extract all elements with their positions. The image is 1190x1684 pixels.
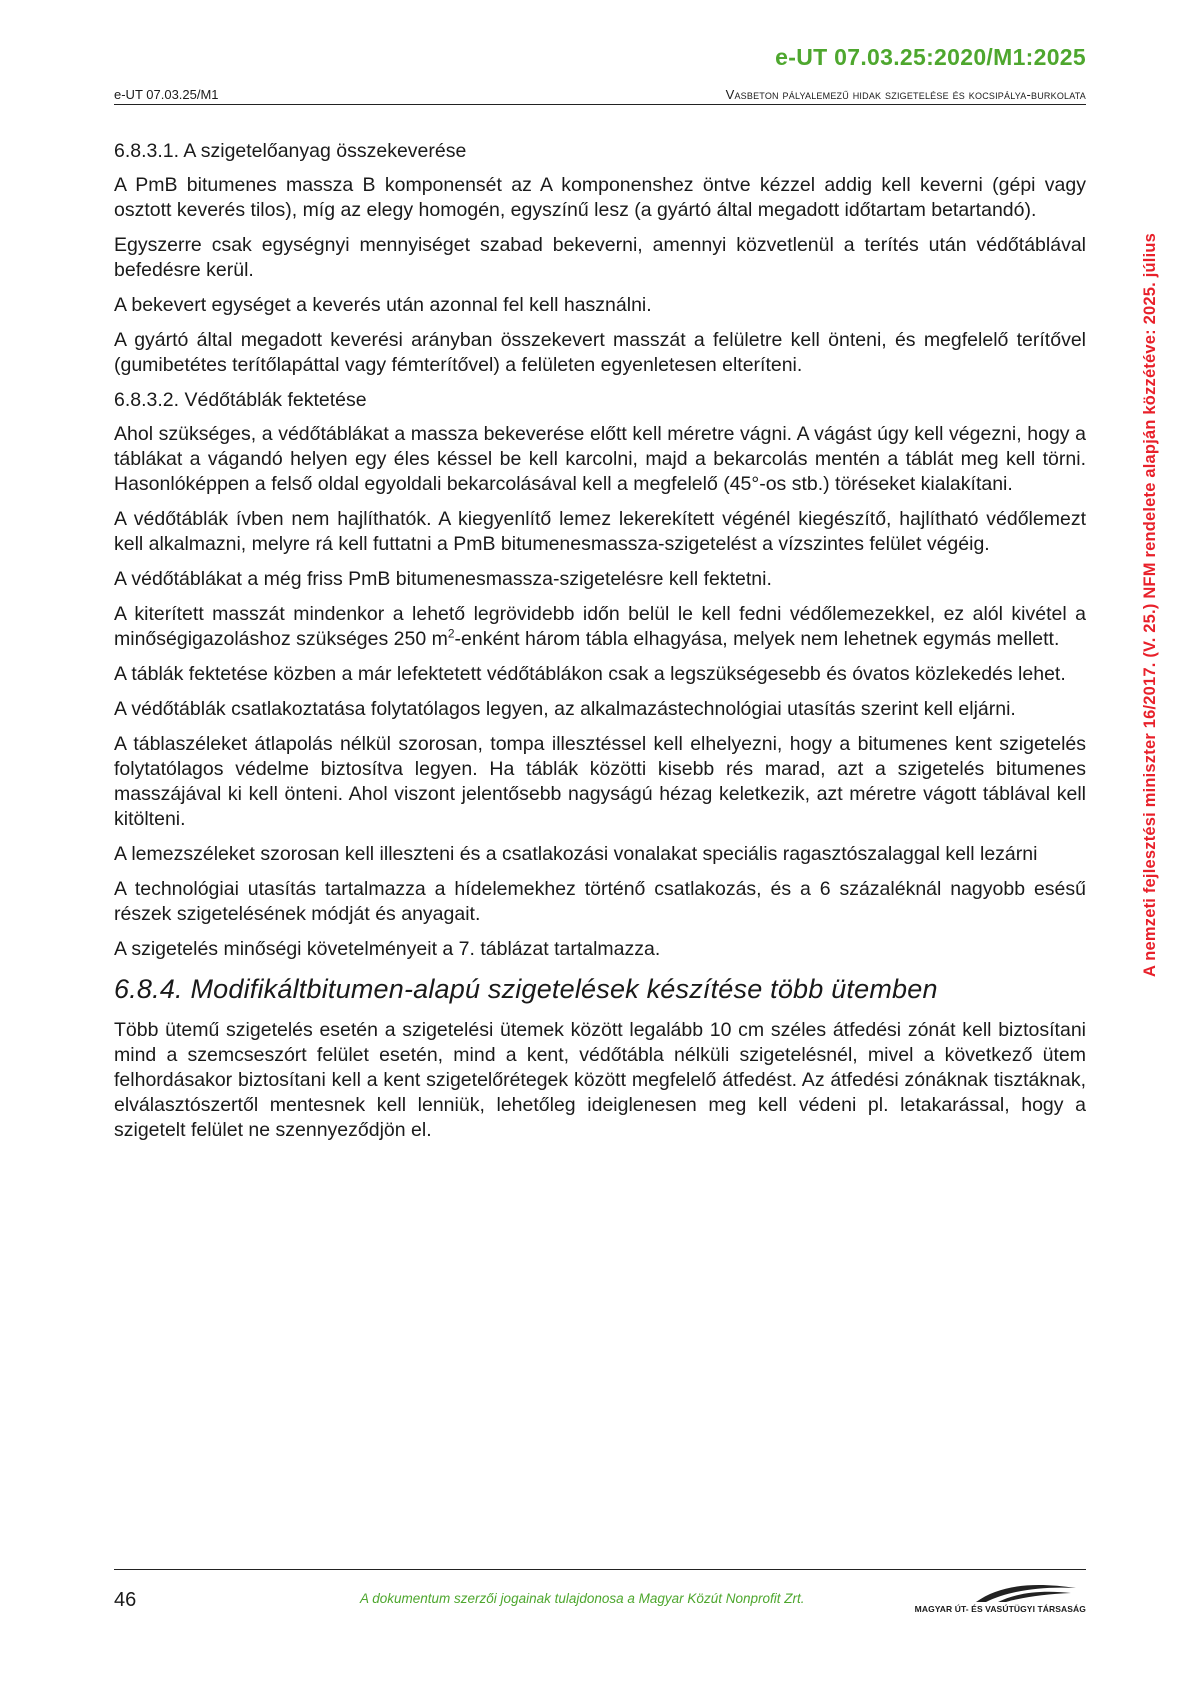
paragraph: Ahol szükséges, a védőtáblákat a massza bekeverése előtt kell méretre vágni. A vágást úgy kell végezni, hogy a táblákat a vágandó helyen egy éles késsel be kell karcolni, majd a bekarcolás mentén a táblát meg kell törni. Hasonlóképpen a felső oldal egyoldali bekarcolásával kell a megfelelő (45°-os stb.) töréseket kialakítani. — [114, 423, 1086, 495]
paragraph: A technológiai utasítás tartalmazza a hídelemekhez történő csatlakozás, és a 6 százaléknál nagyobb esésű részek szigetelésének módját és anyagait. — [114, 878, 1086, 925]
header-left: e-UT 07.03.25/M1 — [114, 87, 219, 102]
paragraph: A védőtáblák csatlakoztatása folytatólagos legyen, az alkalmazástechnológiai utasítás szerint kell eljárni. — [114, 698, 1016, 720]
paragraph: Több ütemű szigetelés esetén a szigetelési ütemek között legalább 10 cm széles átfedési zónát kell biztosítani mind a szemcseszórt felület esetén, mind a kent, védőtábla nélküli szigetelésnél, mivel a következő ütem felhordásakor biztosítani kell a kent szigetelőrétegek között megfelelő átfedést. Az átfedési zónáknak tisztáknak, elválasztószertől mentesnek kell lenniük, lehetőleg ideiglenesen meg kell védeni pl. letakarással, hogy a szigetelt felület ne szennyeződjön el. — [114, 1019, 1086, 1141]
page-content — [114, 139, 1086, 1153]
footer-rule — [114, 1569, 1086, 1570]
paragraph — [114, 602, 1086, 652]
header-right-title: Vasbeton pályalemezű hidak szigetelése és kocsipálya-burkolata — [725, 87, 1086, 102]
logo-swoosh-icon — [906, 1580, 1086, 1604]
paragraph: A szigetelés minőségi követelményeit a 7. táblázat tartalmazza. — [114, 938, 661, 960]
logo-text: MAGYAR ÚT- ÉS VASÚTÜGYI TÁRSASÁG — [914, 1604, 1086, 1614]
paragraph: A védőtáblákat a még friss PmB bitumenesmassza-szigetelésre kell fektetni. — [114, 568, 772, 590]
paragraph: A bekevert egységet a keverés után azonnal fel kell használni. — [114, 294, 652, 316]
company-logo — [906, 1580, 1086, 1614]
header-rule — [114, 104, 1086, 105]
paragraph: A táblaszéleket átlapolás nélkül szorosan, tompa illesztéssel kell elhelyezni, hogy a bitumenes kent szigetelés folytatólagos védelme biztosítva legyen. Ha táblák közötti kisebb rés marad, azt a szigetelés bitumenes masszájával ki kell önteni. Ahol viszont jelentősebb nagyságú hézag keletkezik, azt méretre vágott táblával kell kitölteni. — [114, 733, 1086, 830]
paragraph: A gyártó által megadott keverési arányban összekevert masszát a felületre kell önteni, és megfelelő terítővel (gumibetétes terítőlapáttal vagy fémterítővel) a felületen egyenletesen elteríteni. — [114, 329, 1086, 376]
paragraph: Egyszerre csak egységnyi mennyiséget szabad bekeverni, amennyi közvetlenül a terítés után védőtáblával befedésre kerül. — [114, 234, 1086, 281]
text-run: -enként három tábla elhagyása, melyek nem lehetnek egymás mellett. — [454, 628, 1060, 650]
section-heading-6-8-4: 6.8.4. Modifikáltbitumen-alapú szigetelések készítése több ütemben — [114, 974, 938, 1004]
page-number: 46 — [114, 1589, 137, 1611]
paragraph: A védőtáblák ívben nem hajlíthatók. A kiegyenlítő lemez lekerekített végénél kiegészítő, hajlítható védőlemezt kell alkalmazni, melyre rá kell futtatni a PmB bitumenesmassza-szigetelést a vízszintes felület végéig. — [114, 508, 1086, 555]
text-run: A kiterített masszát mindenkor a lehető legrövidebb időn belül le kell fedni védőlemezekkel, ez alól kivétel a minőségigazoláshoz szükséges 250 m — [114, 603, 1086, 650]
document-code: e-UT 07.03.25:2020/M1:2025 — [775, 44, 1086, 70]
superscript: 2 — [447, 626, 455, 641]
paragraph: A táblák fektetése közben a már lefektetett védőtáblákon csak a legszükségesebb és óvatos közlekedés lehet. — [114, 663, 1066, 685]
paragraph: A lemezszéleket szorosan kell illeszteni és a csatlakozási vonalakat speciális ragasztószalaggal kell lezárni — [114, 843, 1038, 865]
subsection-heading-6-8-3-2: 6.8.3.2. Védőtáblák fektetése — [114, 389, 367, 411]
copyright-notice: A dokumentum szerzői jogainak tulajdonosa a Magyar Közút Nonprofit Zrt. — [360, 1591, 805, 1606]
paragraph: A PmB bitumenes massza B komponensét az A komponenshez öntve kézzel addig kell keverni (gépi vagy osztott keverés tilos), míg az elegy homogén, egyszínű lesz (a gyártó által megadott időtartam betartandó). — [114, 174, 1086, 221]
subsection-heading-6-8-3-1: 6.8.3.1. A szigetelőanyag összekeverése — [114, 140, 467, 162]
publication-side-note: A nemzeti fejlesztési miniszter 16/2017. (V. 25.) NFM rendelete alapján közzétéve: 2025. július — [1141, 232, 1159, 978]
